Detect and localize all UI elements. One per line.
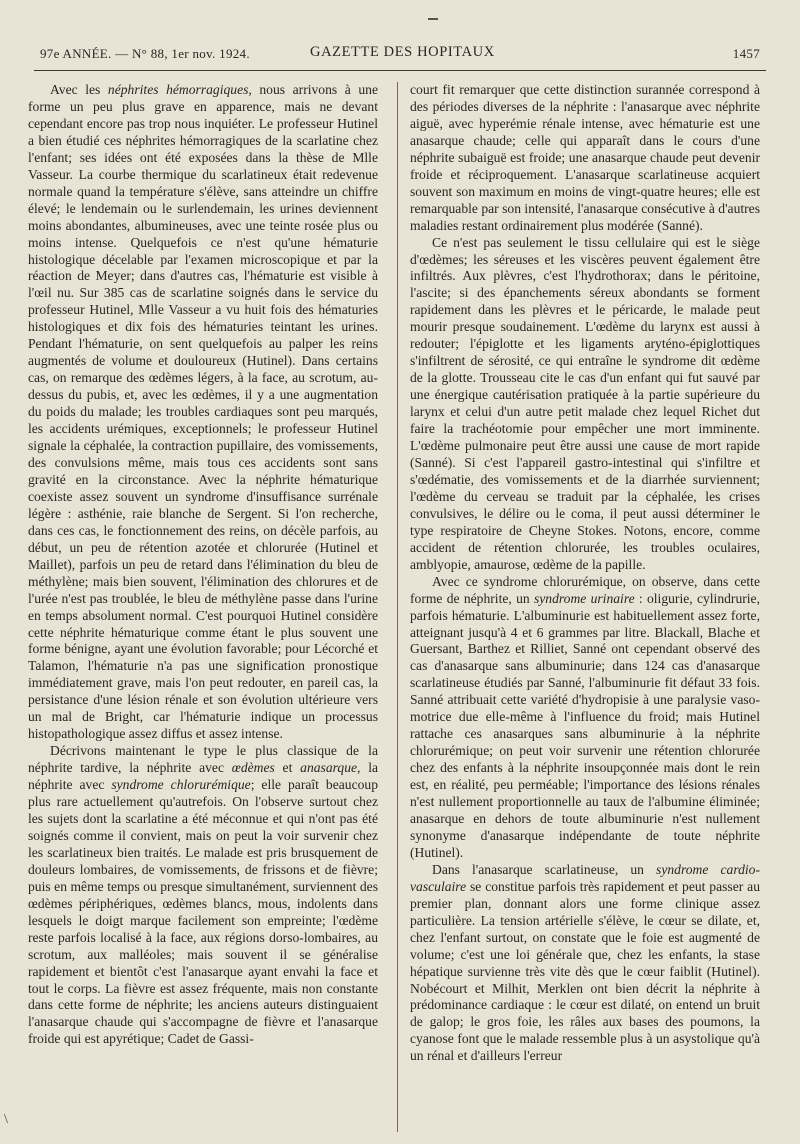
paragraph: Dans l'anasarque scarlatineuse, un syndrome cardio-vasculaire se constitue parfois très rapidement et peut passer au premier plan, donnant alors une forme clinique assez particulière. La tension artérielle s'élève, le cœur se dilate, et, chez l'enfant surtout, on constate que le foie est augmenté de volume; c'est une loi générale que, chez les enfants, la stase hépatique survienne très vite dès que le cœur faiblit (Hutinel). Nobécourt et Milhit, Merklen ont bien décrit la néphrite à prédominance cardiaque : le cœur est dilaté, on entend un bruit de galop; le gros foie, les râles aux bases des poumons, la cyanose font que le malade ressemble plus à un asystolique qu'à un rénal et d'ailleurs l'erreur	[410, 861, 760, 1064]
margin-mark: \	[4, 1112, 8, 1127]
paragraph: Ce n'est pas seulement le tissu cellulaire qui est le siège d'œdèmes; les séreuses et les viscères peuvent également être infiltrés. Aux plèvres, c'est l'hydrothorax; dans le péritoine, l'ascite; si des épanchements séreux abondants se forment rapidement dans les plèvres et le péricarde, le malade peut mourir presque soudainement. L'œdème du larynx est aussi à redouter; l'épiglotte et les ligaments aryténo-épiglottiques s'infiltrent de sérosité, ce qui entraîne le syndrome dit œdème de la glotte. Trousseau cite le cas d'un enfant qui fut sauvé par une énergique cautérisation pratiquée à la partie supérieure du larynx et celui d'un autre petit malade chez lequel Richet dut faire la trachéotomie pour empêcher une mort imminente. L'œdème pulmonaire peut être aussi une cause de mort rapide (Sanné). Si c'est l'appareil gastro-intestinal qui s'infiltre et s'œdématie, des vomissements et de la diarrhée surviennent; l'œdème du cerveau se traduit par la céphalée, les crises convulsives, le délire ou le coma, il peut aussi déterminer le type respiratoire de Cheyne Stokes. Notons, encore, comme accident de rétention chlorurée, les troubles oculaires, amblyopie, amaurose, œdème de la papille.	[410, 234, 760, 572]
left-column	[28, 82, 378, 1132]
issue-info: 97e ANNÉE. — N° 88, 1er nov. 1924.	[40, 46, 250, 61]
page-number: 1457	[732, 46, 760, 61]
ink-mark	[428, 18, 438, 20]
journal-title: GAZETTE DES HOPITAUX	[310, 44, 495, 60]
paragraph: Décrivons maintenant le type le plus classique de la néphrite tardive, la néphrite avec œdèmes et anasarque, la néphrite avec syndrome chlorurémique; elle paraît beaucoup plus rare actuellement qu'autrefois. On l'observe surtout chez les sujets dont la scarlatine a été méconnue et qui n'ont pas été soignés comme il convient, mais on peut la voir survenir chez les scarlatineux bien traités. Le malade est pris brusquement de douleurs lombaires, de vomissements, de frissons et de fièvre; puis en même temps ou presque simultanément, surviennent des œdèmes périphériques, œdèmes blancs, mous, indolents dans lesquels le doigt marque facilement son empreinte; l'œdème reste parfois localisé à la face, aux régions dorso-lombaires, au scrotum, aux malléoles; mais souvent il se généralise rapidement et bientôt c'est l'anasarque ayant envahi la face et tout le corps. La fièvre est assez fréquente, mais non constante dans cette forme de néphrite; les anciens auteurs distinguaient l'anasarque chaude qui s'accompagne de fièvre et l'anasarque froide qui est apyrétique; Cadet de Gassi-	[28, 743, 378, 1047]
paragraph: court fit remarquer que cette distinction surannée correspond à des périodes diverses de la néphrite : l'anasarque avec néphrite aiguë, avec hyperémie rénale intense, avec hématurie est une anasarque chaude; celle qui apparaît dans le cours d'une néphrite subaiguë est froide; une anasarque chaude peut devenir froide et réciproquement. L'anasarque scarlatineuse acquiert souvent son maximum en moins de vingt-quatre heures; elle est remarquable par son intensité, l'anasarque consécutive à d'autres maladies restant ordinairement plus modérée (Sanné).	[410, 82, 760, 233]
header-rule	[34, 70, 766, 71]
page-header	[40, 42, 764, 64]
paragraph: Avec les néphrites hémorragiques, nous arrivons à une forme un peu plus grave en apparence, mais ne devant cependant encore pas trop nous inquiéter. Le professeur Hutinel a bien étudié ces néphrites hémorragiques de la scarlatine chez l'enfant; ses idées ont été exposées dans la thèse de Mlle Vasseur. La courbe thermique du scarlatineux était redevenue normale quand la température s'élève, sans atteindre un chiffre élevé; le lendemain ou le surlendemain, les urines deviennent moins abondantes, albumineuses, avec une teinte rosée plus ou moins intense. Quelquefois ce n'est qu'une hématurie histologique décelable par l'examen microscopique et par la réaction de Meyer; dans d'autres cas, l'hématurie est visible à l'œil nu. Sur 385 cas de scarlatine soignés dans le service du professeur Hutinel, Mlle Vasseur a vu huit fois des hématuries histologiques et dix fois des hématuries teintant les urines. Pendant l'hématurie, on sent quelquefois au palper les reins augmentés de volume et douloureux (Hutinel). Dans certains cas, on remarque des œdèmes légers, à la face, au scrotum, au-dessus du pubis, et, avec les œdèmes, il y a une augmentation du poids du malade; les troubles cardiaques sont peu marqués, les accidents urémiques, exceptionnels; le professeur Hutinel signale la céphalée, la contraction pupillaire, des vomissements, des convulsions même, mais tous ces accidents sont sans gravité en la circonstance. Avec la néphrite hématurique coexiste assez souvent un syndrome d'insuffisance surrénale légère : asthénie, raie blanche de Sergent. Si l'on recherche, dans ces cas, le fonctionnement des reins, on décèle parfois, au début, un peu de rétention azotée et chlorurée (Hutinel et Maillet), parfois un peu de retard dans l'élimination du bleu de méthylène; mais bien souvent, l'élimination des chlorures et de l'urée n'est pas troublée, le bleu de méthylène passe dans l'urine en temps absolument normal. C'est pourquoi Hutinel considère cette néphrite hématurique comme étant le plus souvent une forme bénigne, ayant une évolution favorable; pour Lécorché et Talamon, l'hématurie n'a pas une signification pronostique immédiatement grave, mais l'on peut redouter, en pareil cas, la persistance d'une lésion rénale et son évolution ultérieure vers un mal de Bright, car l'hématurie indique un processus histopathologique assez diffus et assez intense.	[28, 82, 378, 742]
column-divider	[397, 82, 398, 1132]
right-column	[410, 82, 760, 1132]
paragraph: Avec ce syndrome chlorurémique, on observe, dans cette forme de néphrite, un syndrome urinaire : oligurie, cylindrurie, parfois hématurie. L'albuminurie est habituellement assez forte, atteignant jusqu'à 4 et 6 grammes par litre. Blackall, Blache et Guersant, Barthez et Rilliet, Sanné ont cependant observé des cas d'anasarque sans albuminurie; dans 124 cas d'anasarque scarlatineuse étudiés par Sanné, l'albuminurie fit défaut 33 fois. Sanné attribuait cette variété d'hydropisie à une paralysie vaso-motrice due elle-même à l'influence du froid; mais Hutinel rattache ces anasarques sans albuminurie à la néphrite chlorurémique; on peut voir survenir une rétention chlorurée chez des enfants à la néphrite insoupçonnée mais dont le rein est, en réalité, peu perméable; l'importance des lésions rénales n'est nullement proportionnelle au taux de l'albumine éliminée; anasarque en dehors de toute albuminurie n'est nullement synonyme d'anasarque indépendante de toute néphrite (Hutinel).	[410, 573, 760, 860]
